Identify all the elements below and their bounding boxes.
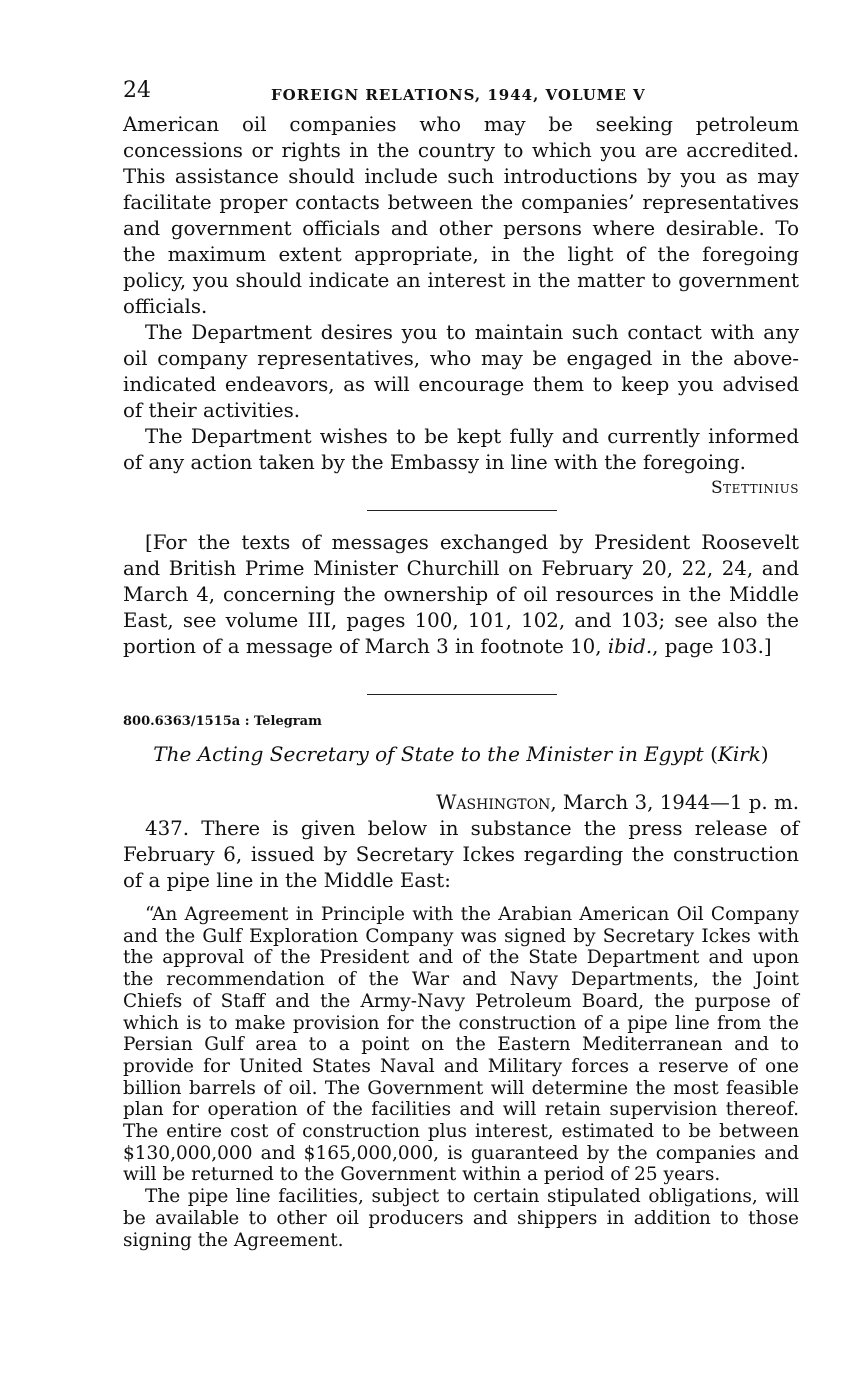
- ibid-reference: ibid.: [607, 635, 653, 658]
- body-paragraph: The Department wishes to be kept fully and currently informed of any action taken by the Embassy in line with the foregoing.: [123, 425, 799, 474]
- editorial-note-text: [For the texts of messages exchanged by President Roosevelt and British Prime Minister Churchill on February 20, 22, 24, and March 4, concerning the ownership of oil resources in the Middle East, see volume III, pages 100, 101, 102, and 103; see also the portion of a message of March 3 in footnote 10,: [123, 531, 799, 658]
- running-head: FOREIGN RELATIONS, 1944, VOLUME V: [271, 86, 646, 104]
- recipient-name: Kirk: [717, 742, 761, 766]
- dateline-place: Washington: [436, 791, 551, 814]
- editorial-note: [123, 530, 799, 660]
- editorial-note-text-end: , page 103.]: [652, 635, 772, 658]
- dateline-date: , March 3, 1944—1 p. m.: [550, 791, 799, 814]
- press-release-quote: “An Agreement in Principle with the Arabian American Oil Company and the Gulf Exploration Company was signed by Secretary Ickes with the approval of the President and of the State Department and upon the recommendation of the War and Navy Departments, the Joint Chiefs of Staff and the Army-Navy Petroleum Board, the purpose of which is to make provision for the construction of a pipe line from the Persian Gulf area to a point on the Eastern Mediterranean and to provide for United States Naval and Military forces a reserve of one billion barrels of oil. The Government will determine the most feasible plan for operation of the facilities and will retain supervision thereof. The entire cost of construction plus interest, estimated to be between $130,000,000 and $165,000,000, is guaranteed by the companies and will be returned to the Government within a period of 25 years.: [123, 904, 799, 1186]
- file-reference: 800.6363/1515a : Telegram: [123, 714, 322, 729]
- title-paren-open: (: [710, 742, 718, 766]
- section-divider: [367, 510, 557, 511]
- telegram-intro: 437. There is given below in substance the press release of February 6, issued by Secretary Ickes regarding the construction of a pipe line in the Middle East:: [123, 817, 799, 892]
- dateline: [123, 790, 799, 816]
- press-release-quote: The pipe line facilities, subject to certain stipulated obligations, will be available to other oil producers and shippers in addition to those signing the Agreement.: [123, 1186, 799, 1251]
- page-number: 24: [123, 78, 151, 103]
- signature: Stettinius: [711, 478, 799, 498]
- title-paren-close: ): [760, 742, 769, 766]
- continuation-paragraph: American oil companies who may be seeking petroleum concessions or rights in the country to which you are accredited. This assistance should include such introductions by you as may facilitate proper contacts between the companies’ representatives and government officials and other persons where desirable. To the maximum extent appropriate, in the light of the foregoing policy, you should indicate an interest in the matter to government officials.: [123, 113, 799, 318]
- document-title: [123, 741, 799, 767]
- document-title-text: The Acting Secretary of State to the Minister in Egypt: [153, 742, 704, 766]
- page-header: [123, 78, 799, 112]
- document-page: [123, 78, 799, 1251]
- section-divider: [367, 694, 557, 695]
- body-paragraph: The Department desires you to maintain such contact with any oil company representatives, who may be engaged in the above-indicated endeavors, as will encourage them to keep you advised of their activities.: [123, 321, 799, 422]
